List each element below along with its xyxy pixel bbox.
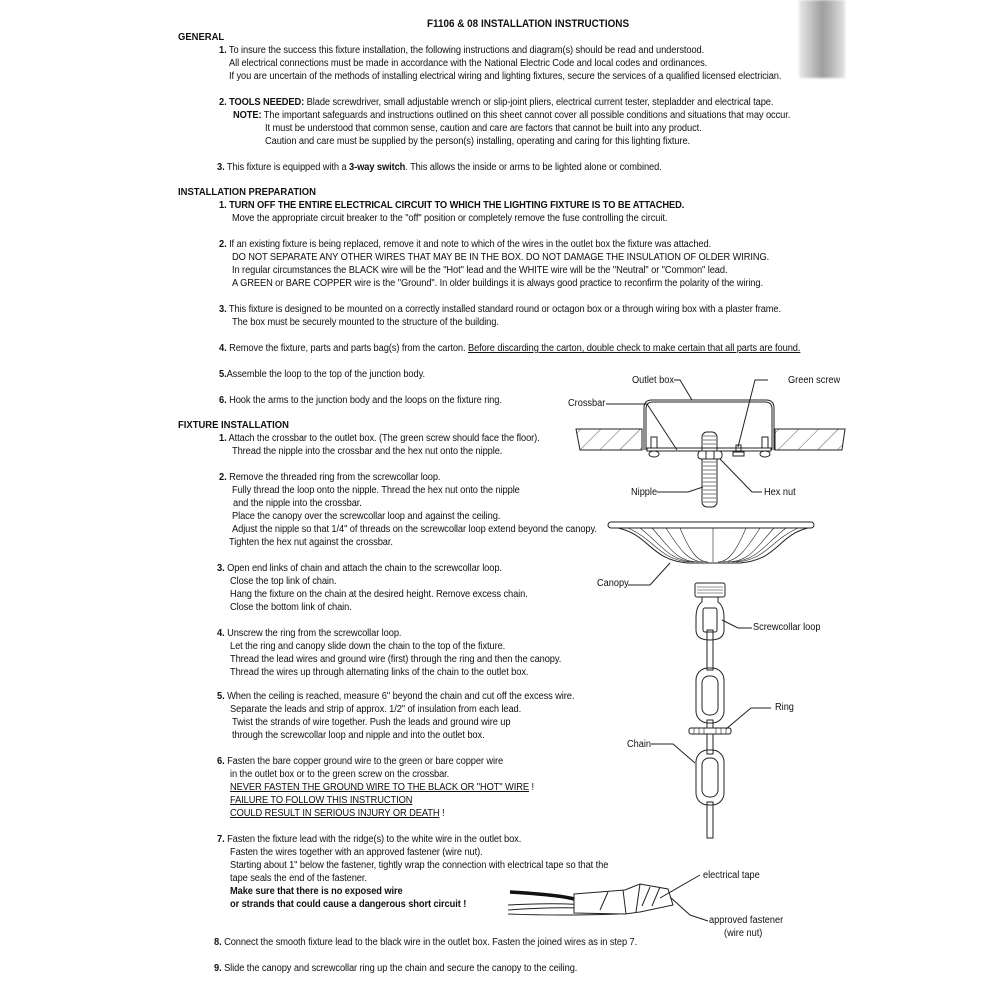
section-heading-fixture: FIXTURE INSTALLATION <box>178 419 289 431</box>
step-number: 1. <box>219 45 227 56</box>
step-line: If you are uncertain of the methods of installing electrical wiring and lighting fixtures, secure the services of a qualified licensed electrician. <box>229 71 782 82</box>
label-screwcollar-loop: Screwcollar loop <box>753 622 821 633</box>
step-line: All electrical connections must be made in accordance with the National Electric Code and local codes and ordinances. <box>229 58 708 69</box>
step-number: 8. <box>214 937 222 948</box>
step-number: 2. <box>219 472 227 483</box>
step-line: Place the canopy over the screwcollar loop and against the ceiling. <box>232 511 501 522</box>
step-line: Remove the threaded ring from the screwcollar loop. <box>229 472 441 483</box>
section-heading-general: GENERAL <box>178 31 225 43</box>
step-line: Adjust the nipple so that 1/4" of threads on the screwcollar loop extend beyond the canopy. <box>232 524 597 535</box>
step-line: Fasten the fixture lead with the ridge(s) to the white wire in the outlet box. <box>227 834 522 845</box>
note-line: The important safeguards and instructions outlined on this sheet cannot cover all possible conditions and situations that may occur. <box>263 110 791 121</box>
label-nipple: Nipple <box>631 487 658 498</box>
step-text: . This allows the inside or arms to be lighted alone or combined. <box>405 162 662 173</box>
step-line: Twist the strands of wire together. Push the leads and ground wire up <box>232 717 511 728</box>
step-line: Fasten the bare copper ground wire to the green or bare copper wire <box>227 756 504 767</box>
step-number: 6. <box>217 756 225 767</box>
step-text: Slide the canopy and screwcollar ring up the chain and secure the canopy to the ceiling. <box>224 963 578 974</box>
step-line: When the ceiling is reached, measure 6" beyond the chain and cut off the excess wire. <box>227 691 575 702</box>
black-wire <box>510 892 574 899</box>
exclamation: ! <box>528 782 534 793</box>
label-canopy: Canopy <box>597 578 629 589</box>
step-line: tape seals the end of the fastener. <box>230 873 367 884</box>
warning-text: FAILURE TO FOLLOW THIS INSTRUCTION <box>230 795 413 806</box>
step-line: Close the bottom link of chain. <box>230 602 352 613</box>
step-line: Open end links of chain and attach the chain to the screwcollar loop. <box>227 563 502 574</box>
step-text: This fixture is equipped with a <box>226 162 350 173</box>
step-line: Thread the lead wires and ground wire (first) through the ring and then the canopy. <box>230 654 562 665</box>
step-line: Fully thread the loop onto the nipple. Thread the hex nut onto the nipple <box>232 485 520 496</box>
step-line: Close the top link of chain. <box>230 576 337 587</box>
label-chain: Chain <box>627 739 652 750</box>
step-line: Thread the wires up through alternating links of the chain to the outlet box. <box>230 667 529 678</box>
step-line: through the screwcollar loop and nipple and into the outlet box. <box>232 730 485 741</box>
step-line: Let the ring and canopy slide down the chain to the top of the fixture. <box>230 641 506 652</box>
three-way-switch: 3-way switch <box>349 162 406 173</box>
electrical-tape <box>574 884 673 914</box>
label-wire-nut: (wire nut) <box>724 928 763 939</box>
step-line: Tighten the hex nut against the crossbar. <box>229 537 393 548</box>
step-number: 5. <box>219 369 227 380</box>
step-number: 5. <box>217 691 225 702</box>
step-line: The box must be securely mounted to the structure of the building. <box>232 317 499 328</box>
step-line: and the nipple into the crossbar. <box>233 498 362 509</box>
label-outlet-box: Outlet box <box>632 375 674 386</box>
step-number: 1. <box>219 433 227 444</box>
step-text: Hook the arms to the junction body and the loops on the fixture ring. <box>229 395 502 406</box>
step-line: Fasten the wires together with an approved fastener (wire nut). <box>230 847 483 858</box>
outlet-box <box>644 400 774 450</box>
step-line: If an existing fixture is being replaced, remove it and note to which of the wires in the outlet box the fixture was attached. <box>229 239 712 250</box>
step-line: In regular circumstances the BLACK wire will be the "Hot" lead and the WHITE wire will be the "Neutral" or "Common" lead. <box>232 265 728 276</box>
step-text: Assemble the loop to the top of the junction body. <box>226 369 425 380</box>
step-line: A GREEN or BARE COPPER wire is the "Ground". In older buildings it is always good practice to reconfirm the polarity of the wiring. <box>232 278 763 289</box>
step-warning: TURN OFF THE ENTIRE ELECTRICAL CIRCUIT TO WHICH THE LIGHTING FIXTURE IS TO BE ATTACHED. <box>229 200 685 211</box>
step-line: Starting about 1" below the fastener, tightly wrap the connection with electrical tape so that the <box>230 860 609 871</box>
step-line: Hang the fixture on the chain at the desired height. Remove excess chain. <box>230 589 528 600</box>
step-line: Thread the nipple into the crossbar and the hex nut onto the nipple. <box>232 446 503 457</box>
label-hex-nut: Hex nut <box>764 487 796 498</box>
step-underline: Before discarding the carton, double check to make certain that all parts are found. <box>467 343 801 354</box>
step-number: 2. <box>219 97 227 108</box>
screwcollar-loop <box>696 597 724 640</box>
step-text: Connect the smooth fixture lead to the black wire in the outlet box. Fasten the joined wires as in step 7. <box>224 937 638 948</box>
step-number: 3. <box>219 304 227 315</box>
ceiling-left <box>576 429 642 450</box>
label-ring: Ring <box>775 702 794 713</box>
step-number: 7. <box>217 834 225 845</box>
ring <box>689 728 731 734</box>
warning-text: NEVER FASTEN THE GROUND WIRE TO THE BLACK OR "HOT" WIRE <box>230 782 529 793</box>
label-approved-fastener: approved fastener <box>709 915 784 926</box>
nipple <box>702 432 717 507</box>
exclamation: ! <box>439 808 445 819</box>
step-number: 6. <box>219 395 227 406</box>
section-heading-preparation: INSTALLATION PREPARATION <box>178 186 316 198</box>
step-line: in the outlet box or to the green screw on the crossbar. <box>230 769 450 780</box>
page-title: F1106 & 08 INSTALLATION INSTRUCTIONS <box>427 18 630 30</box>
ceiling-right <box>775 429 845 450</box>
label-crossbar: Crossbar <box>568 398 606 409</box>
label-electrical-tape: electrical tape <box>703 870 760 881</box>
tools-needed-text: Blade screwdriver, small adjustable wrench or slip-joint pliers, electrical current tester, stepladder and electrical tape. <box>304 97 774 108</box>
note-line: Caution and care must be supplied by the person(s) installing, operating and caring for this lighting fixture. <box>265 136 691 147</box>
step-number: 9. <box>214 963 222 974</box>
step-line: DO NOT SEPARATE ANY OTHER WIRES THAT MAY BE IN THE BOX. DO NOT DAMAGE THE INSULATION OF OLDER WIRING. <box>232 252 770 263</box>
step-line: Attach the crossbar to the outlet box. (The green screw should face the floor). <box>228 433 540 444</box>
note-label: NOTE: <box>233 110 262 121</box>
canopy-rim <box>608 522 814 528</box>
hex-nut <box>698 451 722 459</box>
step-number: 4. <box>219 343 227 354</box>
step-line: Unscrew the ring from the screwcollar loop. <box>227 628 402 639</box>
warning-text: COULD RESULT IN SERIOUS INJURY OR DEATH <box>230 808 440 819</box>
step-line: To insure the success this fixture installation, the following instructions and diagram(s) should be read and understood. <box>228 45 705 56</box>
step-bold-line: or strands that could cause a dangerous short circuit ! <box>230 899 467 910</box>
step-number: 3. <box>217 162 225 173</box>
step-text: Remove the fixture, parts and parts bag(s) from the carton. <box>229 343 468 354</box>
note-line: It must be understood that common sense, caution and care are factors that cannot be built into any product. <box>265 123 702 134</box>
step-line: This fixture is designed to be mounted on a correctly installed standard round or octagon box or a through wiring box with a plaster frame. <box>228 304 781 315</box>
step-number: 1. <box>219 200 227 211</box>
label-green-screw: Green screw <box>788 375 841 386</box>
step-line: Separate the leads and strip of approx. 1/2" of insulation from each lead. <box>230 704 522 715</box>
step-line: Move the appropriate circuit breaker to the "off" position or completely remove the fuse controlling the circuit. <box>232 213 668 224</box>
tools-needed-label: TOOLS NEEDED: <box>229 97 305 108</box>
step-bold-line: Make sure that there is no exposed wire <box>230 886 403 897</box>
step-number: 2. <box>219 239 227 250</box>
step-number: 3. <box>217 563 225 574</box>
step-number: 4. <box>217 628 225 639</box>
